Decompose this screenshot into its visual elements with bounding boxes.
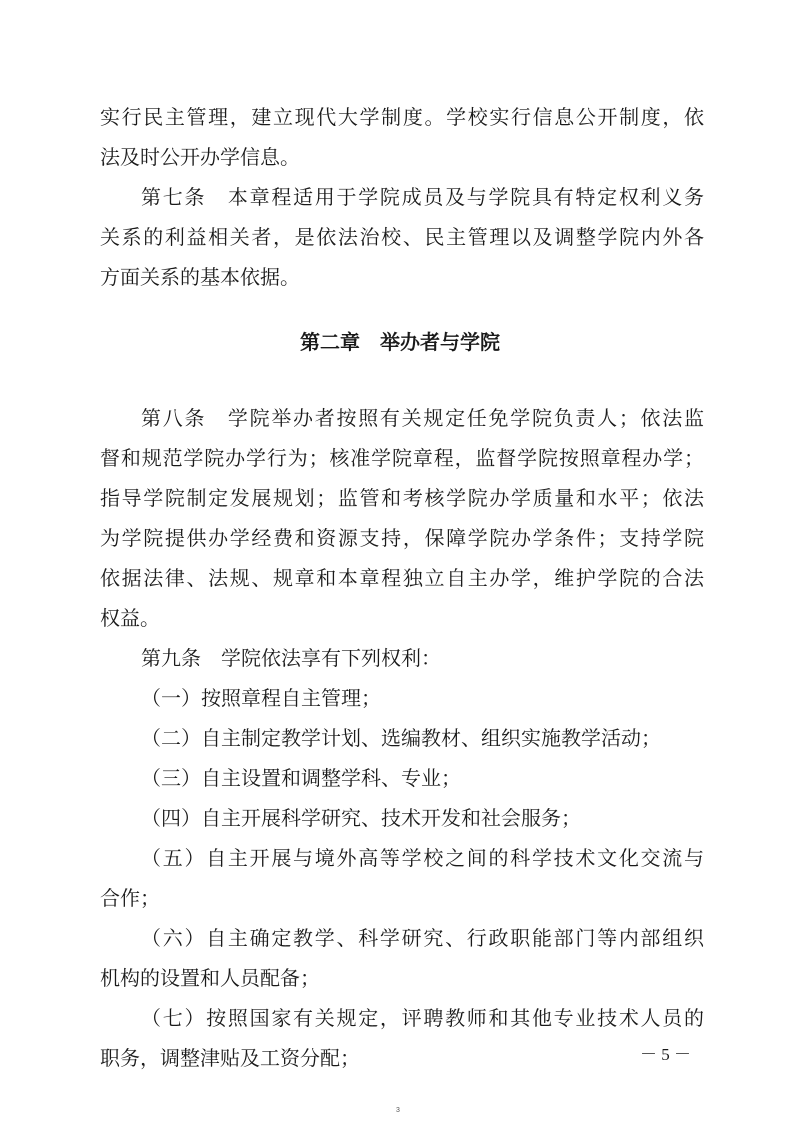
scan-marker: 3 [396, 1107, 400, 1114]
article8-line-2: 督和规范学院办学行为；核准学院章程，监督学院按照章程办学； [100, 446, 704, 470]
article6-line-2: 法及时公开办学信息。 [100, 145, 300, 169]
article7-line-2: 关系的利益相关者，是依法治校、民主管理以及调整学院内外各 [100, 225, 704, 249]
article8-line-5: 依据法律、法规、规章和本章程独立自主办学，维护学院的合法 [100, 566, 704, 590]
article9-item-7-line-2: 职务，调整津贴及工资分配； [100, 1046, 360, 1070]
article9-item-6-line-2: 机构的设置和人员配备； [100, 966, 320, 990]
article7-line-1: 第七条 本章程适用于学院成员及与学院具有特定权利义务 [141, 185, 704, 209]
article8-line-4: 为学院提供办学经费和资源支持，保障学院办学条件；支持学院 [100, 526, 704, 550]
article9-intro: 第九条 学院依法享有下列权利： [141, 646, 441, 670]
article8-line-6: 权益。 [100, 606, 160, 630]
article9-item-5-line-1: （五）自主开展与境外高等学校之间的科学技术文化交流与 [141, 846, 704, 870]
article9-item-1: （一）按照章程自主管理； [141, 686, 381, 710]
article8-line-1: 第八条 学院举办者按照有关规定任免学院负责人；依法监 [141, 406, 704, 430]
article9-item-7-line-1: （七）按照国家有关规定，评聘教师和其他专业技术人员的 [141, 1006, 704, 1030]
article7-line-3: 方面关系的基本依据。 [100, 265, 300, 289]
article9-item-5-line-2: 合作； [100, 886, 160, 910]
article9-item-3: （三）自主设置和调整学科、专业； [141, 766, 461, 790]
article9-item-4: （四）自主开展科学研究、技术开发和社会服务； [141, 806, 581, 830]
article9-item-2: （二）自主制定教学计划、选编教材、组织实施教学活动； [141, 726, 661, 750]
article6-line-1: 实行民主管理，建立现代大学制度。学校实行信息公开制度，依 [100, 105, 704, 129]
article9-item-6-line-1: （六）自主确定教学、科学研究、行政职能部门等内部组织 [141, 926, 704, 950]
article8-line-3: 指导学院制定发展规划；监管和考核学院办学质量和水平；依法 [100, 486, 704, 510]
page-number: － 5 － [640, 1045, 691, 1064]
chapter-heading: 第二章 举办者与学院 [300, 330, 500, 354]
